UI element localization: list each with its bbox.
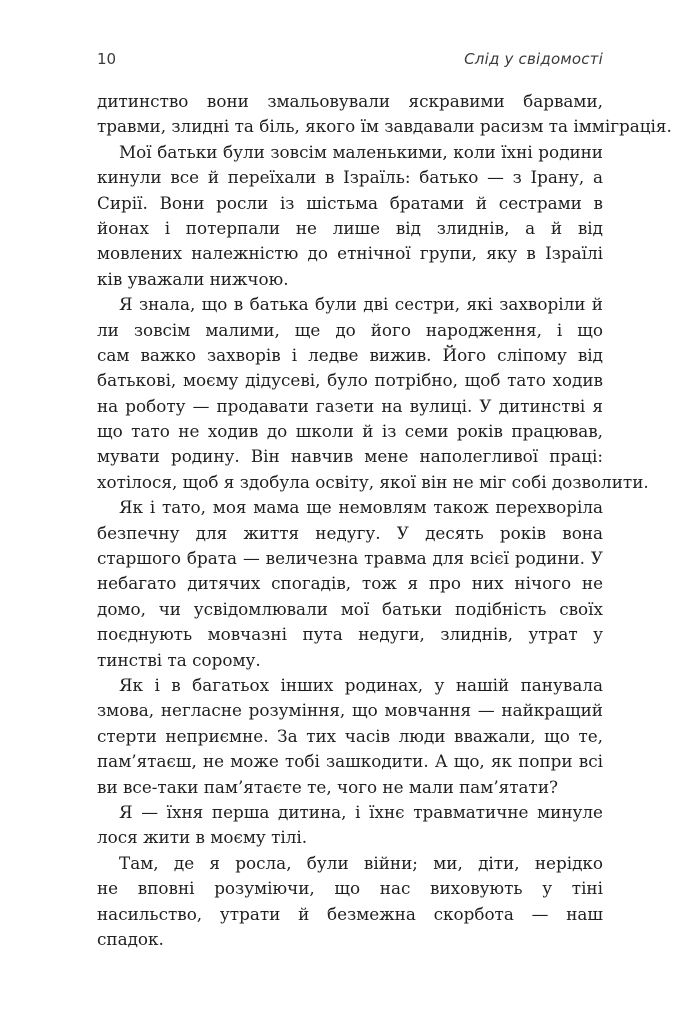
text-line: Як і в багатьох інших родинах, у нашій панувала: [119, 674, 603, 695]
paragraph: [97, 89, 672, 140]
text-line: спадок.: [97, 928, 164, 949]
running-title: Слід у свідомості: [464, 50, 603, 68]
text-line: змова, негласне розуміння, що мовчання — найкращий: [97, 700, 603, 721]
text-line: насильство, утрати й безмежна скорбота — наш: [97, 903, 603, 924]
text-line: Мої батьки були зовсім маленькими, коли їхні родини: [119, 141, 603, 162]
paragraph: [97, 292, 649, 495]
text-line: йонах і потерпали не лише від злиднів, а й від: [97, 217, 603, 238]
paragraph: [97, 851, 603, 953]
text-line: Там, де я росла, були війни; ми, діти, нерідко: [119, 852, 603, 873]
text-line: Як і тато, моя мама ще немовлям також перехворіла: [119, 497, 603, 518]
text-line: мовлених належністю до етнічної групи, яку в Ізраїлі: [97, 243, 603, 264]
paragraph: [97, 800, 603, 851]
body-text: [97, 89, 672, 952]
text-line: ви все-таки пам’ятаєте те, чого не мали пам’ятати?: [97, 776, 559, 797]
text-line: Я знала, що в батька були дві сестри, які захворіли й: [119, 294, 603, 315]
text-line: що тато не ходив до школи й із семи років працював,: [97, 421, 603, 442]
text-line: пам’ятаєш, не може тобі зашкодити. А що, як попри всі: [97, 751, 603, 772]
text-line: безпечну для життя недугу. У десять років вона: [97, 522, 603, 543]
text-line: травми, злидні та біль, якого їм завдавали расизм та імміграція.: [97, 116, 672, 137]
text-line: стерти неприємне. За тих часів люди вважали, що те,: [97, 725, 603, 746]
paragraph: [97, 673, 603, 800]
text-line: домо, чи усвідомлювали мої батьки подібність своїх: [97, 598, 603, 619]
text-line: на роботу — продавати газети на вулиці. У дитинстві я: [97, 395, 603, 416]
text-line: Сирії. Вони росли із шістьма братами й сестрами в: [97, 192, 603, 213]
text-line: хотілося, щоб я здобула освіту, якої він не міг собі дозволити.: [97, 471, 649, 492]
text-line: мувати родину. Він навчив мене наполегливої праці:: [97, 446, 603, 467]
text-line: дитинство вони змальовували яскравими барвами,: [97, 91, 603, 111]
paragraph: [97, 140, 603, 292]
text-line: старшого брата — величезна травма для всієї родини. У: [97, 548, 603, 569]
text-line: лося жити в моєму тілі.: [97, 827, 308, 848]
text-line: ли зовсім малими, ще до його народження, і що: [97, 319, 603, 340]
text-line: тинстві та сорому.: [97, 649, 261, 670]
text-line: ків уважали нижчою.: [97, 268, 289, 289]
text-line: небагато дитячих спогадів, тож я про них нічого не: [97, 573, 603, 594]
text-line: Я — їхня перша дитина, і їхнє травматичне минуле: [119, 801, 603, 822]
text-line: сам важко захворів і ледве вижив. Його сліпому від: [97, 344, 603, 365]
text-line: не вповні розуміючи, що нас виховують у тіні: [97, 878, 603, 899]
text-line: поєднують мовчазні пута недуги, злиднів, утрат у: [97, 624, 603, 645]
page-number: 10: [97, 50, 117, 68]
paragraph: [97, 495, 603, 673]
text-line: кинули все й переїхали в Ізраїль: батько — з Ірану, а: [97, 167, 603, 188]
page-header: [97, 50, 603, 74]
text-line: батькові, моєму дідусеві, було потрібно, щоб тато ходив: [97, 370, 603, 391]
